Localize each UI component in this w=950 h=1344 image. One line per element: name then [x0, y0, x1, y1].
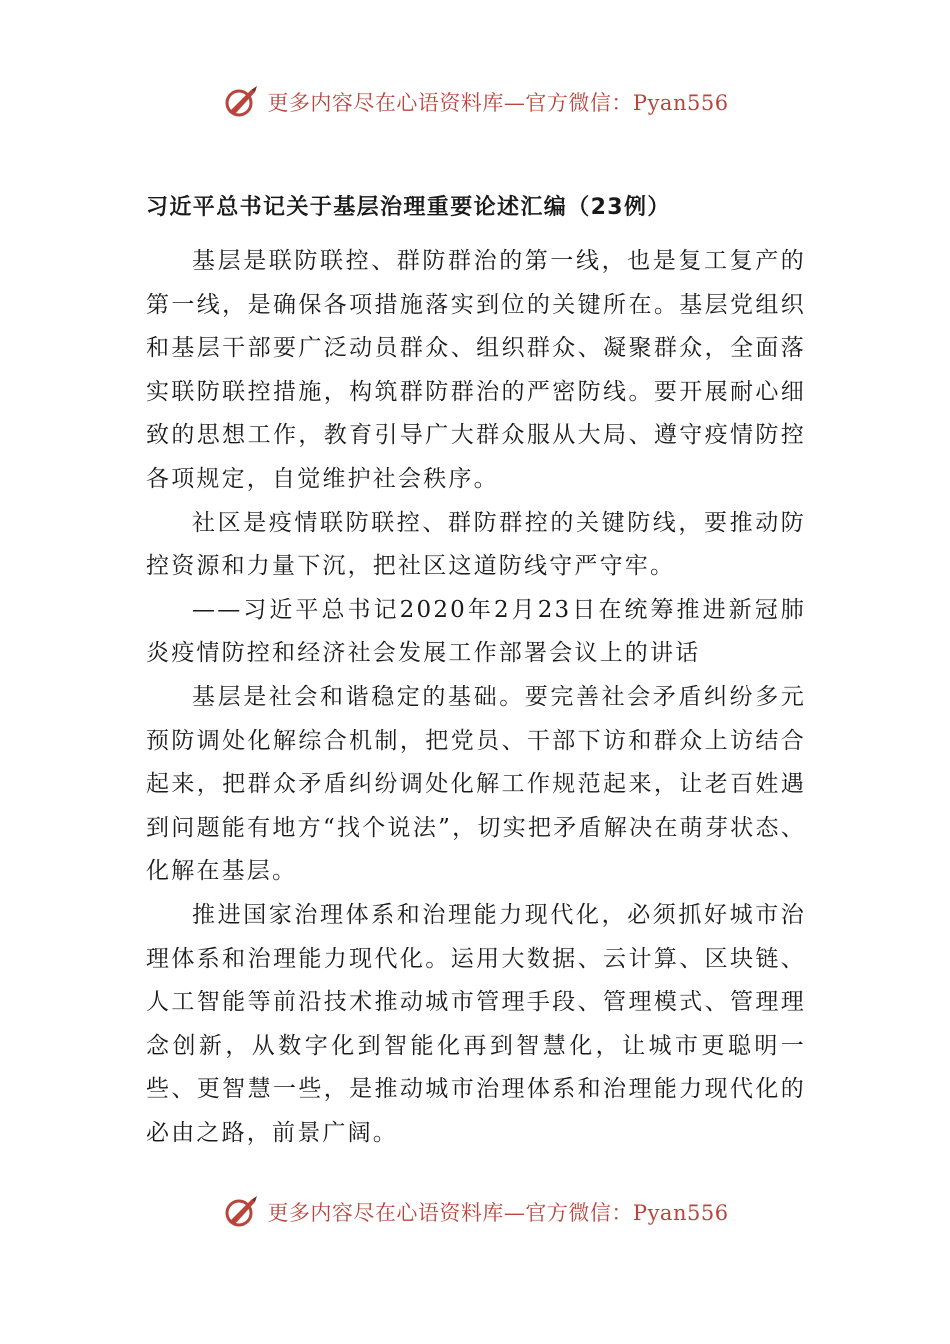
banner-text: 更多内容尽在心语资料库—官方微信：Pyan556 — [267, 1201, 729, 1225]
banner-text: 更多内容尽在心语资料库—官方微信：Pyan556 — [267, 91, 729, 115]
paragraph: 基层是社会和谐稳定的基础。要完善社会矛盾纠纷多元预防调处化解综合机制，把党员、干部下访和群众上访结合起来，把群众矛盾纠纷调处化解工作规范起来，让老百姓遇到问题能有地方“找个说法”，切实把矛盾解决在萌芽状态、化解在基层。 — [146, 683, 806, 885]
pen-logo-icon — [221, 1192, 261, 1232]
header-banner — [0, 80, 950, 124]
paragraph-source-attribution: ——习近平总书记2020年2月23日在统筹推进新冠肺炎疫情防控和经济社会发展工作部署会议上的讲话 — [146, 596, 806, 667]
paragraph: 基层是联防联控、群防群治的第一线，也是复工复产的第一线，是确保各项措施落实到位的关键所在。基层党组织和基层干部要广泛动员群众、组织群众、凝聚群众，全面落实联防联控措施，构筑群防群治的严密防线。要开展耐心细致的思想工作，教育引导广大群众服从大局、遵守疫情防控各项规定，自觉维护社会秩序。 — [146, 248, 806, 492]
pen-logo-icon — [221, 82, 261, 122]
paragraph: 推进国家治理体系和治理能力现代化，必须抓好城市治理体系和治理能力现代化。运用大数据、云计算、区块链、人工智能等前沿技术推动城市管理手段、管理模式、管理理念创新，从数字化到智能化再到智慧化，让城市更聪明一些、更智慧一些，是推动城市治理体系和治理能力现代化的必由之路，前景广阔。 — [146, 901, 806, 1146]
document-title: 习近平总书记关于基层治理重要论述汇编（23例） — [146, 195, 671, 220]
document-body — [146, 190, 806, 1155]
footer-banner — [0, 1190, 950, 1234]
paragraph: 社区是疫情联防联控、群防群控的关键防线，要推动防控资源和力量下沉，把社区这道防线守严守牢。 — [146, 509, 806, 580]
